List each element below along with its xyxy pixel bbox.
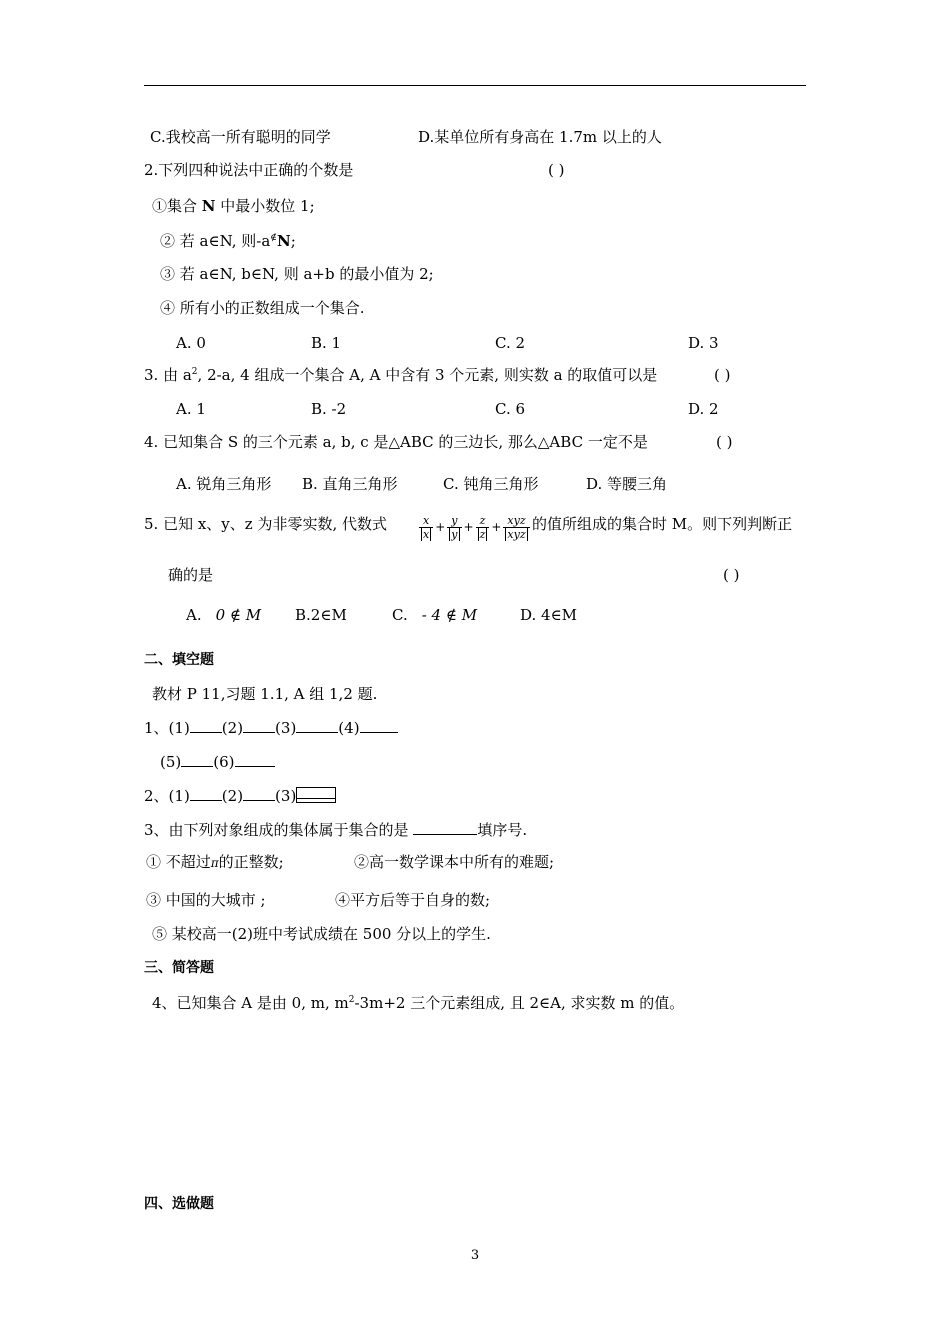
fill-item-2: ②高一数学课本中所有的难题; xyxy=(354,853,555,871)
q1-option-c: C.我校高一所有聪明的同学 xyxy=(150,128,331,146)
q2-s1-a: ①集合 xyxy=(152,197,202,215)
page-number: 3 xyxy=(470,1248,480,1263)
answer-box[interactable] xyxy=(296,787,336,803)
q3-stem-b: , 2-a, 4 组成一个集合 A, A 中含有 3 个元素, 则实数 a 的取值可以是 xyxy=(197,366,658,384)
q3-answer-paren: ( ) xyxy=(714,366,731,384)
q4-option-a: A. 锐角三角形 xyxy=(176,475,272,493)
q4-answer-paren: ( ) xyxy=(716,433,733,451)
q1-option-d: D.某单位所有身高在 1.7m 以上的人 xyxy=(418,128,662,146)
q5-option-d: D. 4∈M xyxy=(520,606,578,624)
section-3-title: 三、简答题 xyxy=(144,960,214,976)
section-2-reference: 教材 P 11,习题 1.1, A 组 1,2 题. xyxy=(152,685,378,703)
q2-s2-b: ∉ xyxy=(270,233,277,243)
q2-s2-c: N xyxy=(276,232,291,250)
answer-blank[interactable] xyxy=(296,718,338,733)
q2-option-c: C. 2 xyxy=(495,334,526,352)
fill-line-2: 2、(1) (2) (3) xyxy=(144,786,336,806)
q3-option-c: C. 6 xyxy=(495,400,526,418)
q5-expression: $\frac{x}{x}$ + $\frac{y}{y}$ + $\frac{z}{z}$ + $\frac{\text{xyz}}{\text{xyz}}$ xyxy=(418,514,531,541)
short-answer-question-4: 4、已知集合 A 是由 0, m, $m^2-3m+2$ 三个元素组成, 且 2∈A, 求实数 m 的值。 xyxy=(152,994,685,1012)
q2-option-b: B. 1 xyxy=(311,334,342,352)
q4-option-c: C. 钝角三角形 xyxy=(443,475,539,493)
fraction-xyz: $\frac{\text{xyz}}{\text{xyz}}$ xyxy=(503,514,529,541)
q2-statement-1 xyxy=(152,196,315,216)
answer-blank[interactable] xyxy=(360,718,398,733)
fill-item-3: ③ 中国的大城市 ; xyxy=(146,891,266,909)
q2-stem: 2.下列四种说法中正确的个数是 xyxy=(144,161,354,179)
q5-option-a: A. 0 ∉ M xyxy=(186,606,262,624)
fill-item-4: ④平方后等于自身的数; xyxy=(335,891,491,909)
q5-option-b: B.2∈M xyxy=(295,606,347,624)
q2-answer-paren: ( ) xyxy=(548,161,565,179)
q4-stem: 4. 已知集合 S 的三个元素 a, b, c 是△ABC 的三边长, 那么△ABC 一定不是 xyxy=(144,433,648,451)
answer-blank[interactable] xyxy=(413,820,477,835)
q5-stem-a: 5. 已知 x、y、z 为非零实数, 代数式 xyxy=(144,515,387,533)
q5-answer-paren: ( ) xyxy=(723,566,740,584)
section-4-title: 四、选做题 xyxy=(144,1196,214,1212)
q2-statement-2 xyxy=(160,231,296,251)
q3-stem-a: 3. 由 a xyxy=(144,366,192,384)
answer-blank[interactable] xyxy=(243,718,275,733)
answer-blank[interactable] xyxy=(235,752,275,767)
fraction-y: $\frac{y}{y}$ xyxy=(447,514,461,541)
q3-stem xyxy=(144,365,657,385)
q3-stem-sup: 2 xyxy=(191,367,198,377)
q4-option-b: B. 直角三角形 xyxy=(302,475,398,493)
fill-question-3: 3、由下列对象组成的集体属于集合的是 填序号. xyxy=(144,821,528,839)
fraction-x: $\frac{x}{x}$ xyxy=(419,514,433,541)
header-rule xyxy=(144,85,806,86)
answer-blank[interactable] xyxy=(190,718,222,733)
q2-s2-d: ; xyxy=(290,232,296,250)
q2-statement-3: ③ 若 a∈N, b∈N, 则 a+b 的最小值为 2; xyxy=(160,265,434,283)
q5-stem-c: 确的是 xyxy=(168,566,214,584)
q3-option-d: D. 2 xyxy=(688,400,719,418)
q3-option-a: A. 1 xyxy=(176,400,206,418)
q2-statement-4: ④ 所有小的正数组成一个集合. xyxy=(160,299,365,317)
q2-s2-a: ② 若 a∈N, 则-a xyxy=(160,232,271,250)
answer-blank[interactable] xyxy=(243,786,275,801)
fill-line-1b: (5) (6) xyxy=(160,752,275,772)
q2-option-a: A. 0 xyxy=(176,334,206,352)
fill-item-1: ① 不超过π的正整数; xyxy=(146,853,284,871)
fill-line-1: 1、(1) (2) (3) (4) xyxy=(144,718,398,738)
q2-s1-b: N xyxy=(201,197,216,215)
fill-item-5: ⑤ 某校高一(2)班中考试成绩在 500 分以上的学生. xyxy=(152,925,491,943)
q2-s1-c: 中最小数位 1; xyxy=(215,197,315,215)
fraction-z: $\frac{z}{z}$ xyxy=(476,514,490,541)
answer-blank[interactable] xyxy=(181,752,213,767)
q2-option-d: D. 3 xyxy=(688,334,719,352)
q5-stem-b: 的值所组成的集合时 M。则下列判断正 xyxy=(532,515,793,533)
q5-option-c: C. - 4 ∉ M xyxy=(392,606,478,624)
q4-option-d: D. 等腰三角 xyxy=(586,475,668,493)
q3-option-b: B. -2 xyxy=(311,400,347,418)
section-2-title: 二、填空题 xyxy=(144,652,214,668)
answer-blank[interactable] xyxy=(190,786,222,801)
